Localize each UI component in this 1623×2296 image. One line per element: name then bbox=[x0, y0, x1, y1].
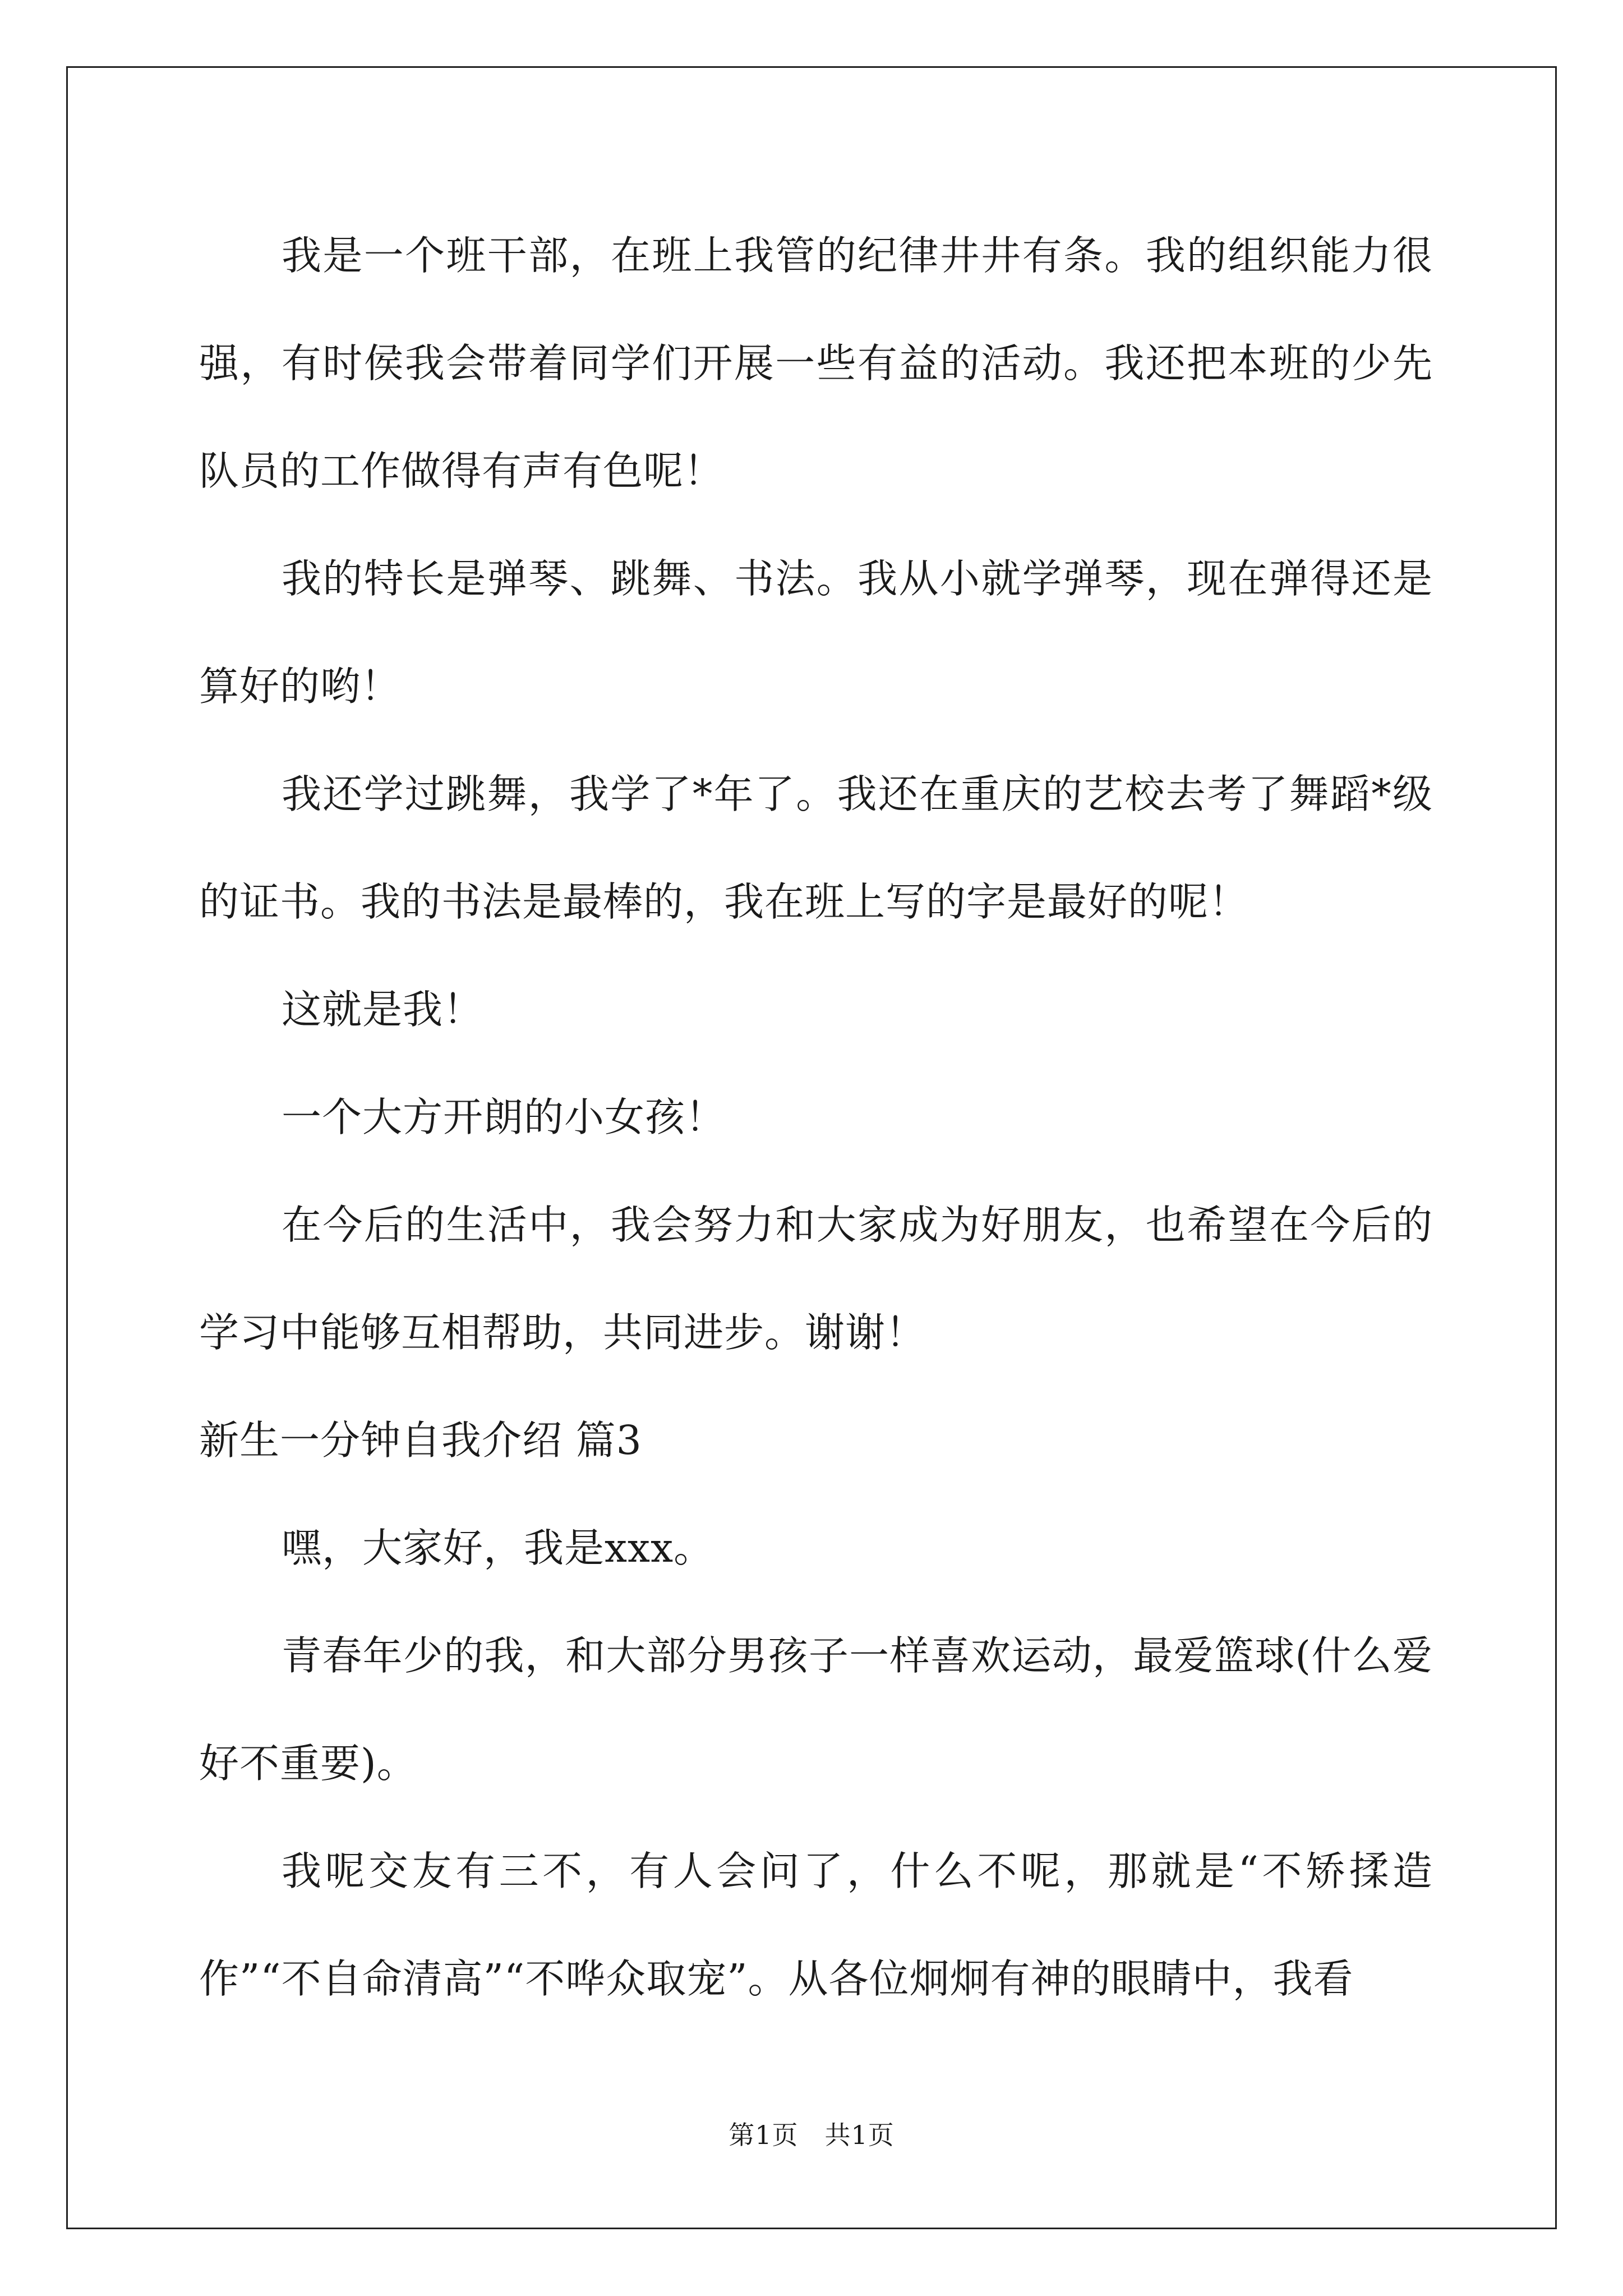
paragraph-cheerful-girl: 一个大方开朗的小女孩！ bbox=[282, 1094, 726, 1140]
paragraph-greeting: 嘿，大家好，我是xxx。 bbox=[282, 1525, 714, 1571]
paragraph-future-friends: 在今后的生活中，我会努力和大家成为好朋友，也希望在今后的学习中能够互相帮助，共同进步。谢谢！ bbox=[199, 1202, 1433, 1356]
document-body bbox=[199, 202, 1433, 2033]
paragraph-this-is-me: 这就是我！ bbox=[282, 986, 484, 1033]
paragraph-talents: 我的特长是弹琴、跳舞、书法。我从小就学弹琴，现在弹得还是算好的哟！ bbox=[199, 555, 1433, 710]
section-heading: 新生一分钟自我介绍 篇3 bbox=[199, 1417, 642, 1464]
page-footer: 第1页 共1页 bbox=[728, 2120, 895, 2150]
paragraph-three-nots: 我呢交友有三不，有人会问了，什么不呢，那就是“不矫揉造作”“不自命清高”“不哗众取宠”。从各位炯炯有神的眼睛中，我看 bbox=[199, 1848, 1433, 2002]
paragraph-basketball: 青春年少的我，和大部分男孩子一样喜欢运动，最爱篮球(什么爱好不重要)。 bbox=[199, 1632, 1433, 1787]
paragraph-class-cadre: 我是一个班干部，在班上我管的纪律井井有条。我的组织能力很强，有时侯我会带着同学们开展一些有益的活动。我还把本班的少先队员的工作做得有声有色呢！ bbox=[199, 232, 1433, 494]
paragraph-dance-calligraphy: 我还学过跳舞，我学了*年了。我还在重庆的艺校去考了舞蹈*级的证书。我的书法是最棒的，我在班上写的字是最好的呢！ bbox=[199, 771, 1433, 925]
